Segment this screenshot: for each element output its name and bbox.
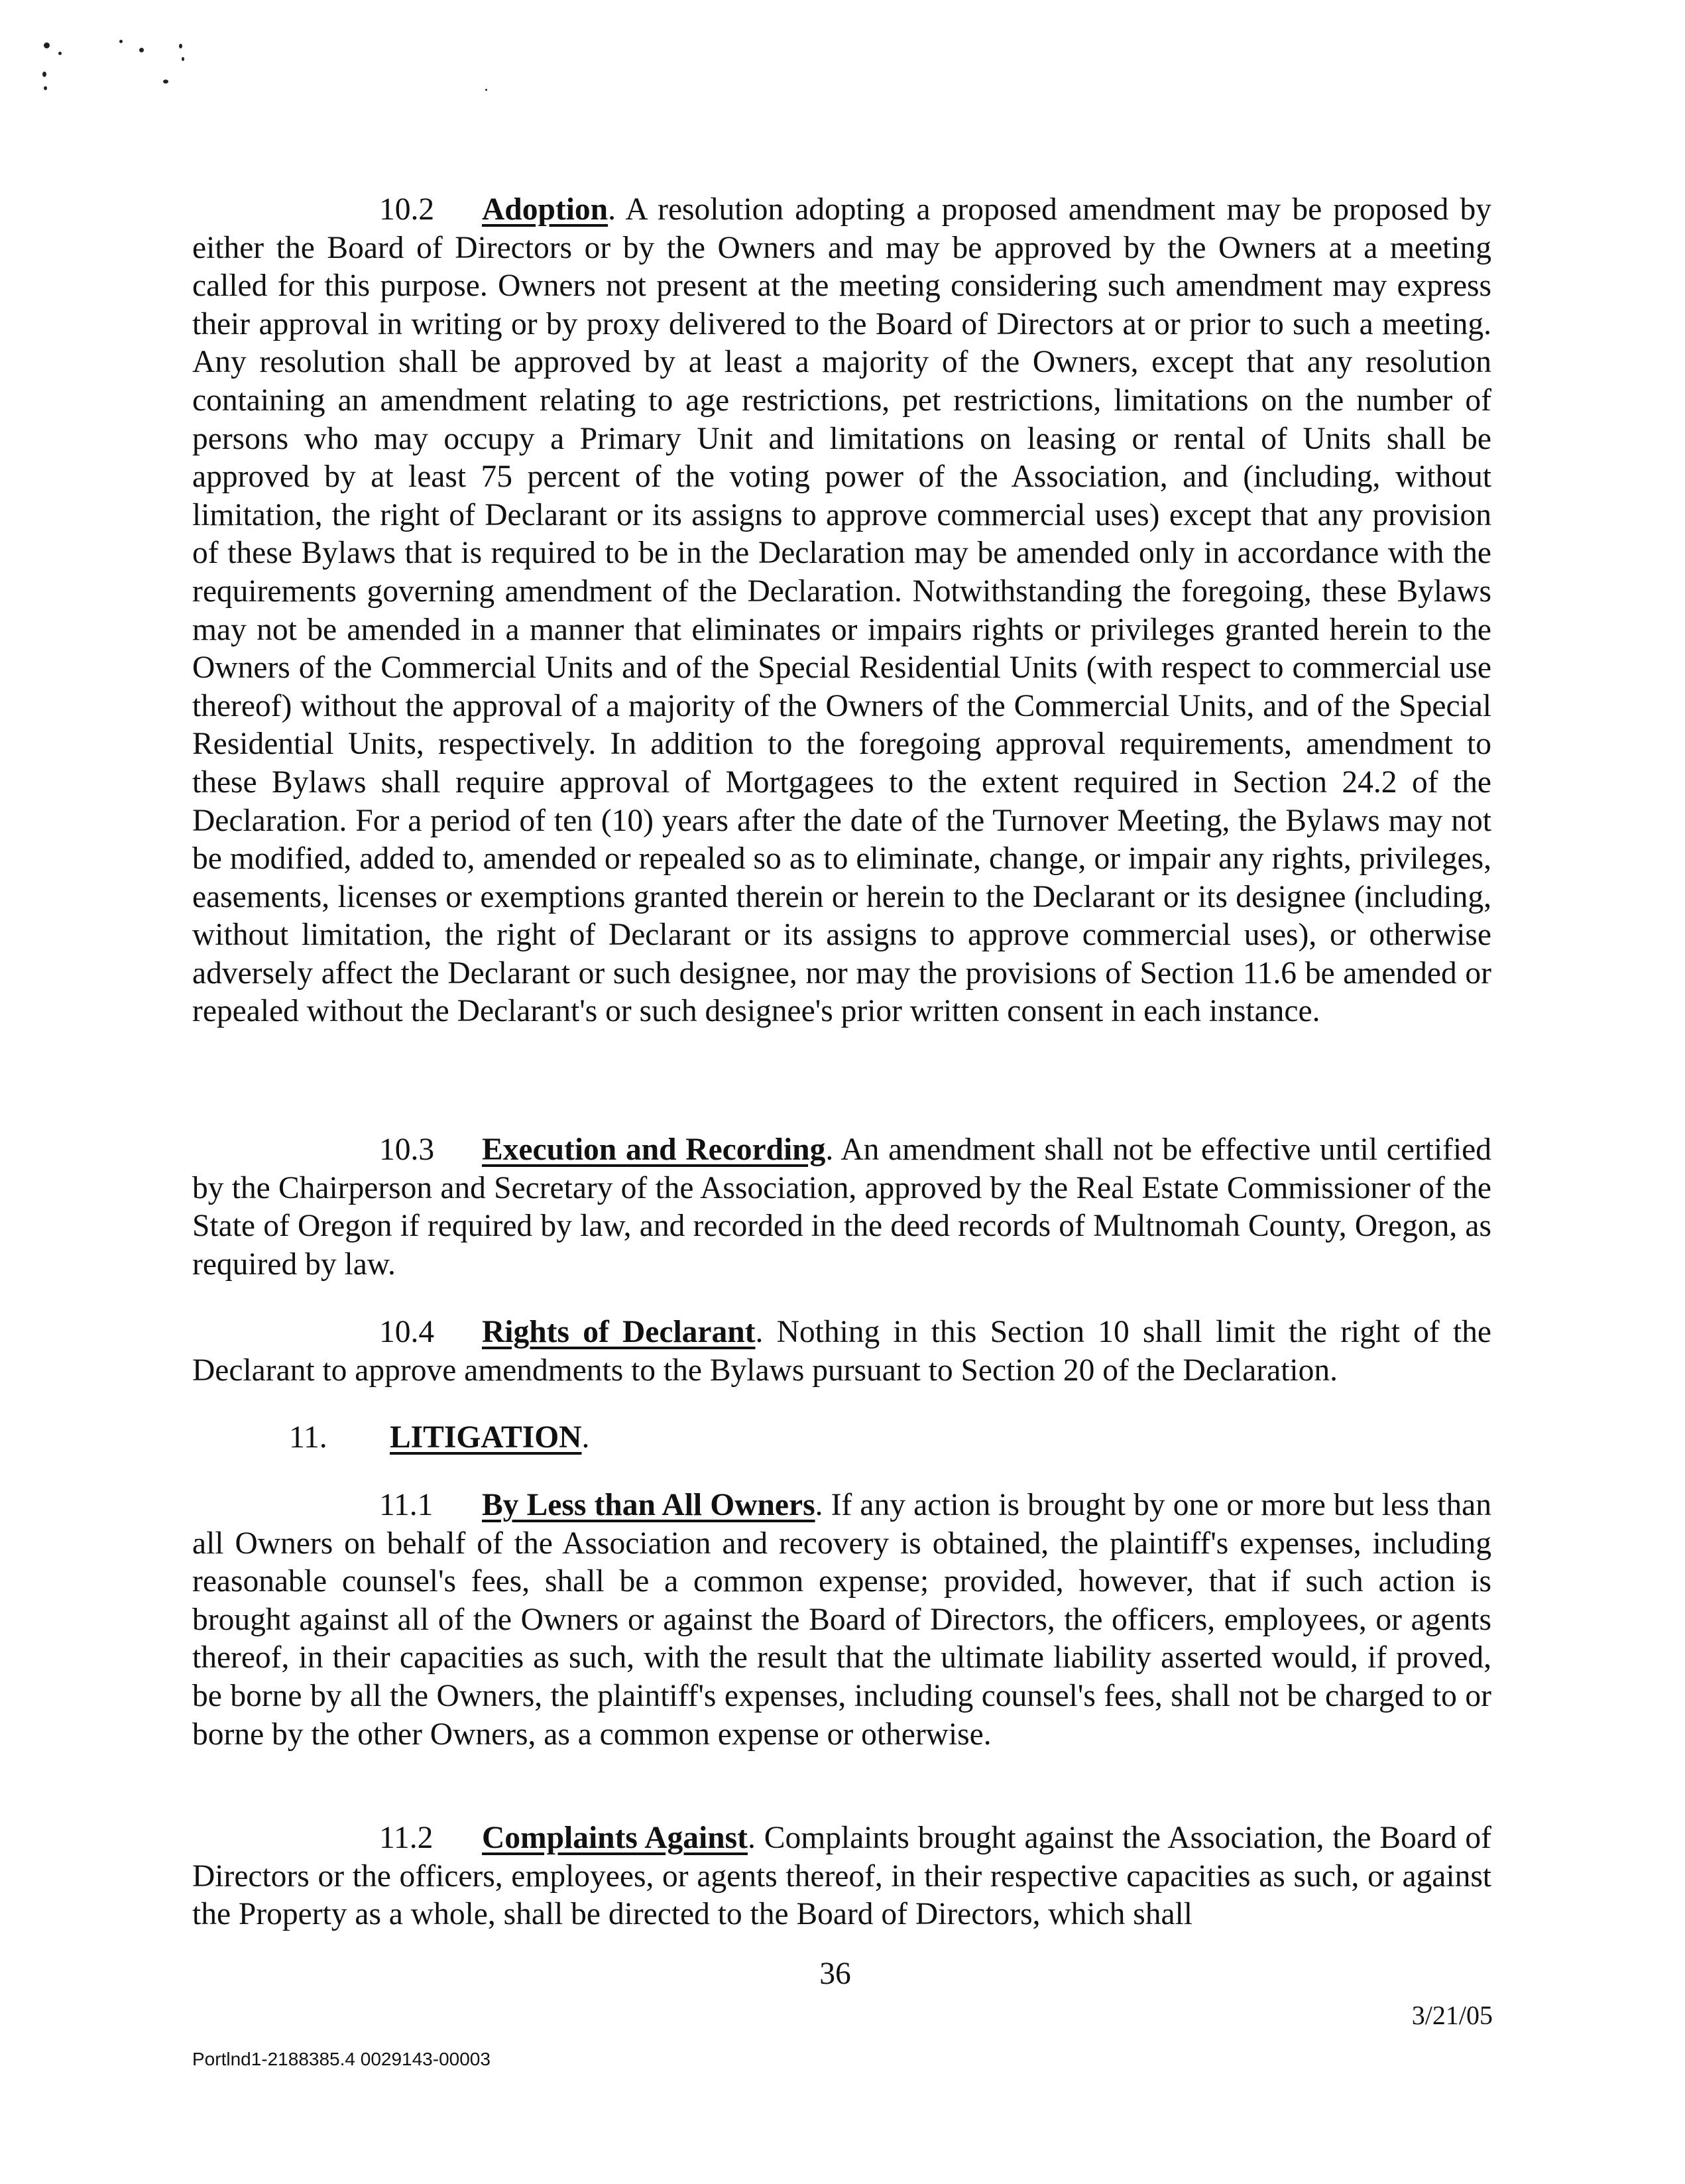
section-heading: Adoption: [482, 192, 609, 227]
section-number: 10.4: [379, 1315, 435, 1349]
section-number: 11.: [289, 1420, 327, 1455]
section-number: 11.1: [379, 1488, 434, 1522]
page-number: 36: [819, 1957, 851, 1991]
section-11-2: [192, 1819, 1491, 1934]
footer-date: 3/21/05: [1411, 2000, 1493, 2030]
section-10-2: [192, 191, 1491, 1031]
section-text: . An amendment shall not be effective until certified by the Chairperson and Secretary of the Association, approved by the Real Estate Commissioner of the State of Oregon if required by law, and recorded in the deed records of Multnomah County, Oregon, as required by law.: [192, 1132, 1491, 1282]
section-text: . Nothing in this Section 10 shall limit the right of the Declarant to approve amendments to the Bylaws pursuant to Section 20 of the Declaration.: [192, 1315, 1491, 1388]
section-text: .: [581, 1420, 590, 1455]
section-text: . Complaints brought against the Association, the Board of Directors or the officers, employees, or agents thereof, in their respective capacities as such, or against the Property as a whole, shall be directed to the Board of Directors, which shall: [192, 1821, 1491, 1932]
section-10-3: [192, 1131, 1491, 1284]
section-10-4: [192, 1313, 1491, 1390]
section-heading: Complaints Against: [482, 1821, 748, 1855]
section-text: . A resolution adopting a proposed amendment may be proposed by either the Board of Directors or by the Owners and may be approved by the Owners at a meeting called for this purpose. Owners not present at the meeting considering such amendment may express their approval in writing or by proxy delivered to the Board of Directors at or prior to such a meeting. Any resolution shall be approved by at least a majority of the Owners, except that any resolution containing an amendment relating to age restrictions, pet restrictions, limitations on the number of persons who may occupy a Primary Unit and limitations on leasing or rental of Units shall be approved by at least 75 percent of the voting power of the Association, and (including, without limitation, the right of Declarant or its assigns to approve commercial uses) except that any provision of these Bylaws that is required to be in the Declaration may be amended only in accordance with the requirements governing amendment of the Declaration. Notwithstanding the foregoing, these Bylaws may not be amended in a manner that eliminates or impairs rights or privileges granted herein to the Owners of the Commercial Units and of the Special Residential Units (with respect to commercial use thereof) without the approval of a majority of the Owners of the Commercial Units, and of the Special Residential Units, respectively. In addition to the foregoing approval requirements, amendment to these Bylaws shall require approval of Mortgagees to the extent required in Section 24.2 of the Declaration. For a period of ten (10) years after the date of the Turnover Meeting, the Bylaws may not be modified, added to, amended or repealed so as to eliminate, change, or impair any rights, privileges, easements, licenses or exemptions granted therein or herein to the Declarant or its designee (including, without limitation, the right of Declarant or its assigns to approve commercial uses), or otherwise adversely affect the Declarant or such designee, nor may the provisions of Section 11.6 be amended or repealed without the Declarant's or such designee's prior written consent in each instance.: [192, 192, 1491, 1029]
section-number: 10.3: [379, 1132, 435, 1167]
document-id: Portlnd1-2188385.4 0029143-00003: [192, 2049, 491, 2069]
section-heading: Execution and Recording: [482, 1132, 826, 1167]
section-11-title: [289, 1419, 589, 1457]
section-heading: Rights of Declarant: [482, 1315, 756, 1349]
section-text: . If any action is brought by one or more but less than all Owners on behalf of the Association and recovery is obtained, the plaintiff's expenses, including reasonable counsel's fees, shall be a common expense; provided, however, that if such action is brought against all of the Owners or against the Board of Directors, the officers, employees, or agents thereof, in their capacities as such, with the result that the ultimate liability asserted would, if proved, be borne by all the Owners, the plaintiff's expenses, including counsel's fees, shall not be charged to or borne by the other Owners, as a common expense or otherwise.: [192, 1488, 1491, 1752]
section-heading: LITIGATION: [390, 1420, 582, 1455]
section-heading: By Less than All Owners: [482, 1488, 815, 1522]
section-11-1: [192, 1486, 1491, 1754]
scan-specks: [40, 33, 504, 113]
section-number: 11.2: [379, 1821, 434, 1855]
section-number: 10.2: [379, 192, 435, 227]
